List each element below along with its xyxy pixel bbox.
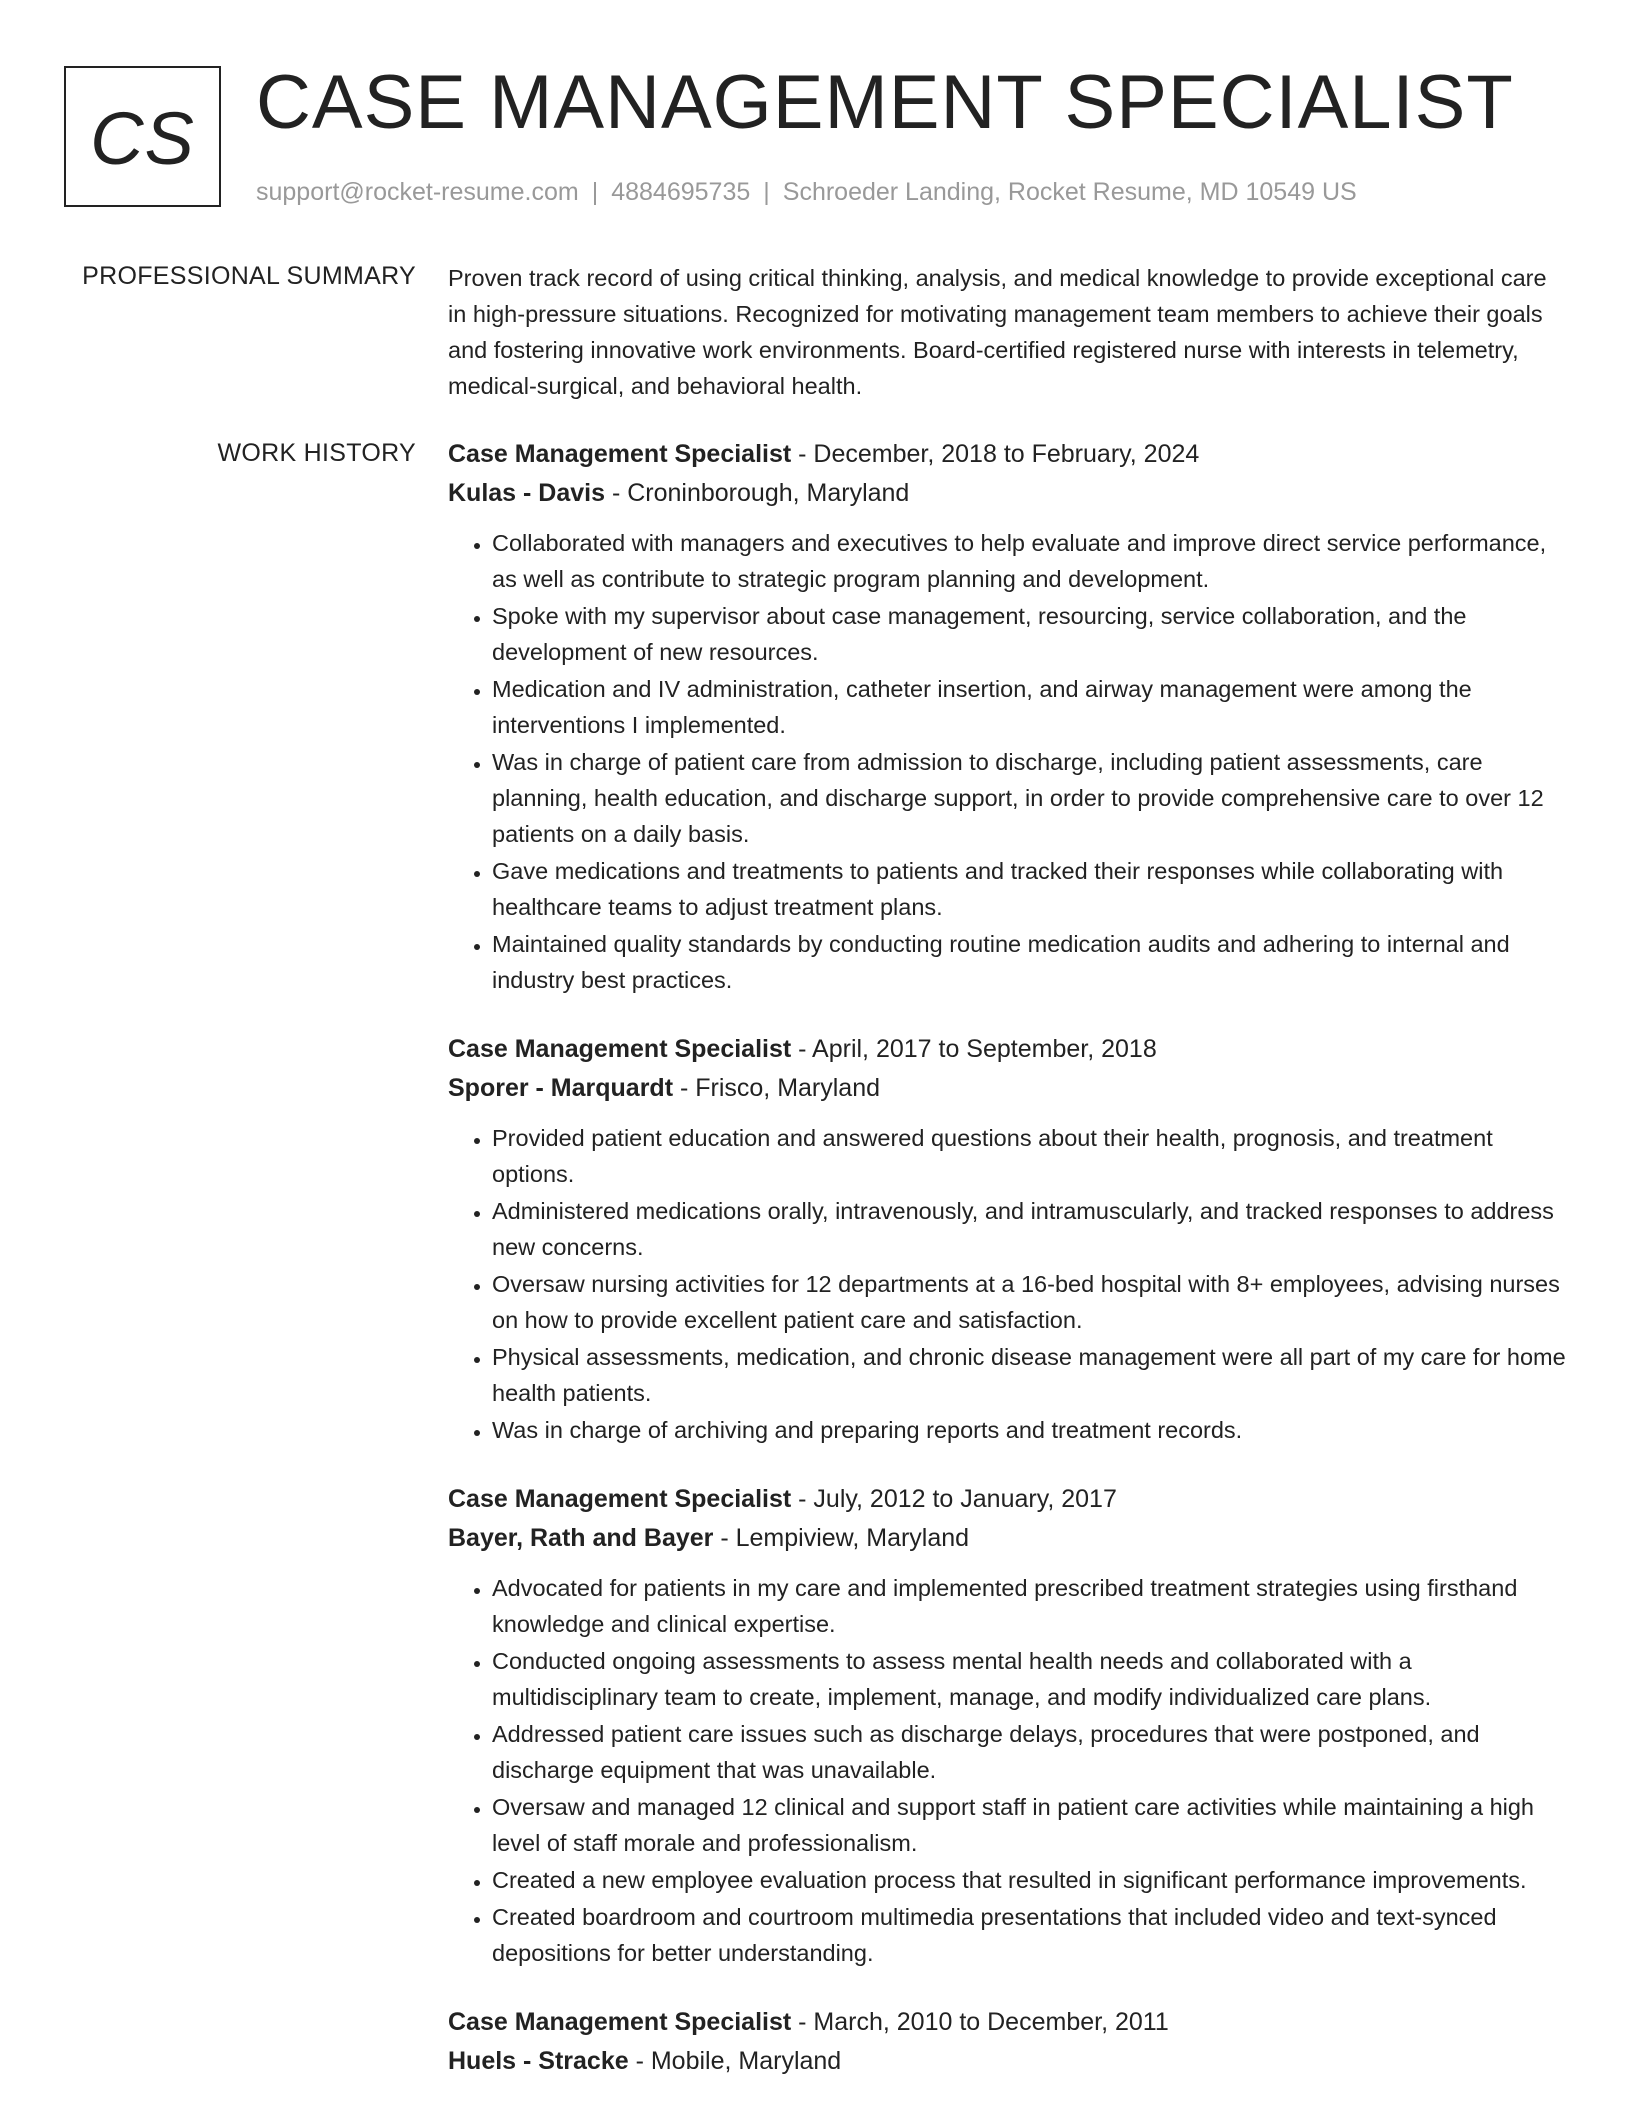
job-company: Kulas - Davis	[448, 479, 606, 507]
job-bullet: • Advocated for patients in my care and implemented prescribed treatment strategies using firsthand knowledge and clinical expertise.	[492, 1570, 1566, 1642]
job-title-line	[448, 2003, 1566, 2042]
monogram-initials: CS	[90, 97, 195, 180]
job-company-line	[448, 1069, 1566, 1108]
job-entry	[448, 1480, 1566, 1971]
job-location: - Lempiview, Maryland	[713, 1524, 970, 1552]
job-bullet: • Was in charge of patient care from admission to discharge, including patient assessments, care planning, health education, and discharge support, in order to provide comprehensive care to over 12 patients on a daily basis.	[492, 744, 1566, 852]
summary-body	[448, 260, 1566, 404]
monogram-box	[64, 66, 221, 207]
job-title-line	[448, 1480, 1566, 1519]
job-bullet: • Conducted ongoing assessments to assess mental health needs and collaborated with a multidisciplinary team to create, implement, manage, and modify individualized care plans.	[492, 1643, 1566, 1715]
contact-line	[256, 176, 1357, 208]
job-bullet-list	[448, 525, 1566, 998]
job-bullet: • Was in charge of archiving and preparing reports and treatment records.	[492, 1412, 1566, 1448]
job-company-line	[448, 2042, 1566, 2081]
job-bullet: • Administered medications orally, intravenously, and intramuscularly, and tracked responses to address new concerns.	[492, 1193, 1566, 1265]
job-bullet: • Oversaw and managed 12 clinical and support staff in patient care activities while maintaining a high level of staff morale and professionalism.	[492, 1789, 1566, 1861]
contact-email[interactable]: support@rocket-resume.com	[256, 178, 579, 206]
job-entry	[448, 2003, 1566, 2081]
job-dates: - April, 2017 to September, 2018	[791, 1035, 1157, 1063]
job-title: Case Management Specialist	[448, 440, 792, 468]
job-bullet: • Maintained quality standards by conducting routine medication audits and adhering to internal and industry best practices.	[492, 926, 1566, 998]
job-bullet: • Physical assessments, medication, and chronic disease management were all part of my care for home health patients.	[492, 1339, 1566, 1411]
job-bullet: • Medication and IV administration, catheter insertion, and airway management were among the interventions I implemented.	[492, 671, 1566, 743]
job-bullet-list	[448, 1570, 1566, 1971]
job-bullet: • Provided patient education and answered questions about their health, prognosis, and treatment options.	[492, 1120, 1566, 1192]
job-bullet: • Gave medications and treatments to patients and tracked their responses while collaborating with healthcare teams to adjust treatment plans.	[492, 853, 1566, 925]
contact-separator: |	[763, 178, 770, 206]
work-history-body	[448, 435, 1566, 2113]
job-title-line	[448, 1030, 1566, 1069]
job-bullet-list	[448, 1120, 1566, 1448]
job-dates: - March, 2010 to December, 2011	[791, 2008, 1169, 2036]
job-company: Huels - Stracke	[448, 2047, 629, 2075]
job-company-line	[448, 474, 1566, 513]
job-company: Bayer, Rath and Bayer	[448, 1524, 714, 1552]
job-bullet: • Spoke with my supervisor about case management, resourcing, service collaboration, and the development of new resources.	[492, 598, 1566, 670]
job-bullet: • Collaborated with managers and executives to help evaluate and improve direct service performance, as well as contribute to strategic program planning and development.	[492, 525, 1566, 597]
summary-label: PROFESSIONAL SUMMARY	[82, 262, 416, 290]
job-entry	[448, 435, 1566, 998]
job-location: - Croninborough, Maryland	[605, 479, 910, 507]
job-entry	[448, 1030, 1566, 1448]
job-title: Case Management Specialist	[448, 1035, 792, 1063]
job-bullet: • Oversaw nursing activities for 12 departments at a 16-bed hospital with 8+ employees, advising nurses on how to provide excellent patient care and satisfaction.	[492, 1266, 1566, 1338]
job-location: - Frisco, Maryland	[673, 1074, 881, 1102]
resume-title: CASE MANAGEMENT SPECIALIST	[256, 60, 1514, 145]
job-title-line	[448, 435, 1566, 474]
contact-address: Schroeder Landing, Rocket Resume, MD 10549 US	[782, 178, 1357, 206]
job-bullet: • Addressed patient care issues such as discharge delays, procedures that were postponed, and discharge equipment that was unavailable.	[492, 1716, 1566, 1788]
summary-text: Proven track record of using critical thinking, analysis, and medical knowledge to provide exceptional care in high-pressure situations. Recognized for motivating management team members to achieve their goals and fostering innovative work environments. Board-certified registered nurse with interests in telemetry, medical-surgical, and behavioral health.	[448, 265, 1547, 399]
job-bullet: • Created boardroom and courtroom multimedia presentations that included video and text-synced depositions for better understanding.	[492, 1899, 1566, 1971]
job-title: Case Management Specialist	[448, 2008, 792, 2036]
job-company: Sporer - Marquardt	[448, 1074, 674, 1102]
job-location: - Mobile, Maryland	[628, 2047, 842, 2075]
work-history-label: WORK HISTORY	[217, 439, 416, 467]
job-dates: - December, 2018 to February, 2024	[791, 440, 1200, 468]
job-bullet: • Created a new employee evaluation process that resulted in significant performance improvements.	[492, 1862, 1566, 1898]
job-dates: - July, 2012 to January, 2017	[791, 1485, 1117, 1513]
contact-separator: |	[591, 178, 599, 206]
contact-phone[interactable]: 4884695735	[611, 178, 751, 206]
job-title: Case Management Specialist	[448, 1485, 792, 1513]
job-company-line	[448, 1519, 1566, 1558]
